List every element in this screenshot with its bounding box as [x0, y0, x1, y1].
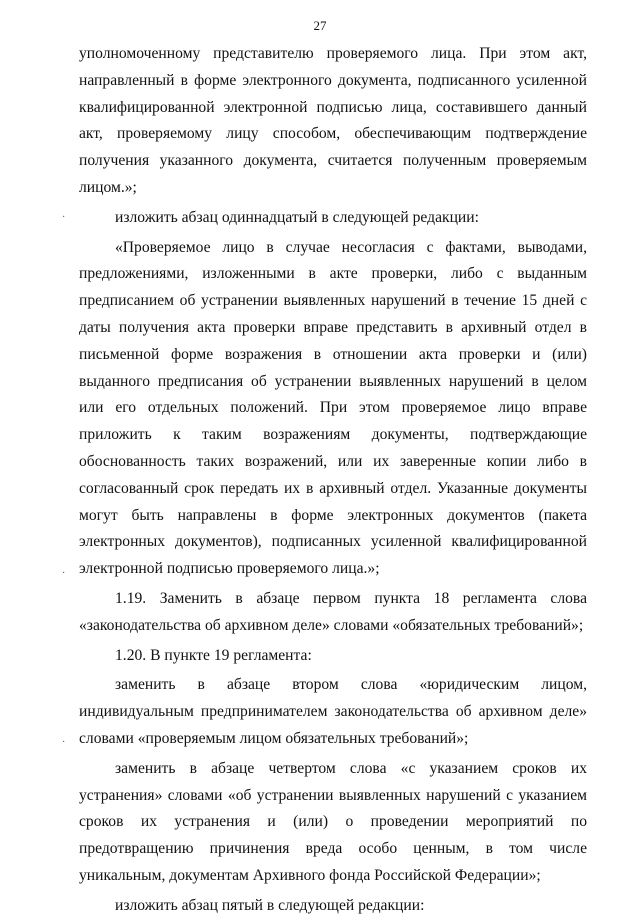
margin-mark: ·	[62, 212, 66, 223]
page-number: 27	[313, 18, 327, 33]
paragraph-quoted-text: «Проверяемое лицо в случае несогласия с фактами, выводами, предложениями, изложенными в акте проверки, либо с выданным предписанием об устранении выявленных нарушений в течение 15 дней с даты получения акта проверки вправе представить в архивный отдел в письменной форме возражения в отношении акта проверки и (или) выданного предписания об устранении выявленных нарушений в целом или его отдельных положений. При этом проверяемое лицо вправе приложить к таким возражениям документы, подтверждающие обоснованность таких возражений, или их заверенные копии либо в согласованный срок передать их в архивный отдел. Указанные документы могут быть направлены в форме электронных документов (пакета электронных документов), подписанных усиленной квалифицированной электронной подписью проверяемого лица.»;	[79, 238, 587, 578]
margin-mark: ·	[62, 568, 66, 579]
paragraph-instruction-fifth: изложить абзац пятый в следующей редакции:	[115, 896, 425, 914]
margin-mark: ·	[62, 737, 66, 748]
paragraph-item-1-20: 1.20. В пункте 19 регламента:	[115, 646, 312, 664]
document-body	[79, 41, 587, 920]
paragraph-replace-fourth: заменить в абзаце четвертом слова «с указанием сроков их устранения» словами «об устранении выявленных нарушений с указанием сроков их устранения и (или) о проведении мероприятий по предотвращению причинения вреда особо ценным, в том числе уникальным, документам Архивного фонда Российской Федерации»;	[79, 759, 587, 884]
paragraph-instruction: изложить абзац одиннадцатый в следующей редакции:	[115, 208, 479, 226]
paragraph-replace-second: заменить в абзаце втором слова «юридическим лицом, индивидуальным предпринимателем законодательства об архивном деле» словами «проверяемым лицом обязательных требований»;	[79, 676, 587, 747]
paragraph-continuation: уполномоченному представителю проверяемого лица. При этом акт, направленный в форме электронного документа, подписанного усиленной квалифицированной электронной подписью лица, составившего данный акт, проверяемому лицу способом, обеспечивающим подтверждение получения указанного документа, считается полученным проверяемым лицом.»;	[79, 45, 587, 196]
paragraph-item-1-19: 1.19. Заменить в абзаце первом пункта 18 регламента слова «законодательства об архивном деле» словами «обязательных требований»;	[79, 589, 587, 634]
